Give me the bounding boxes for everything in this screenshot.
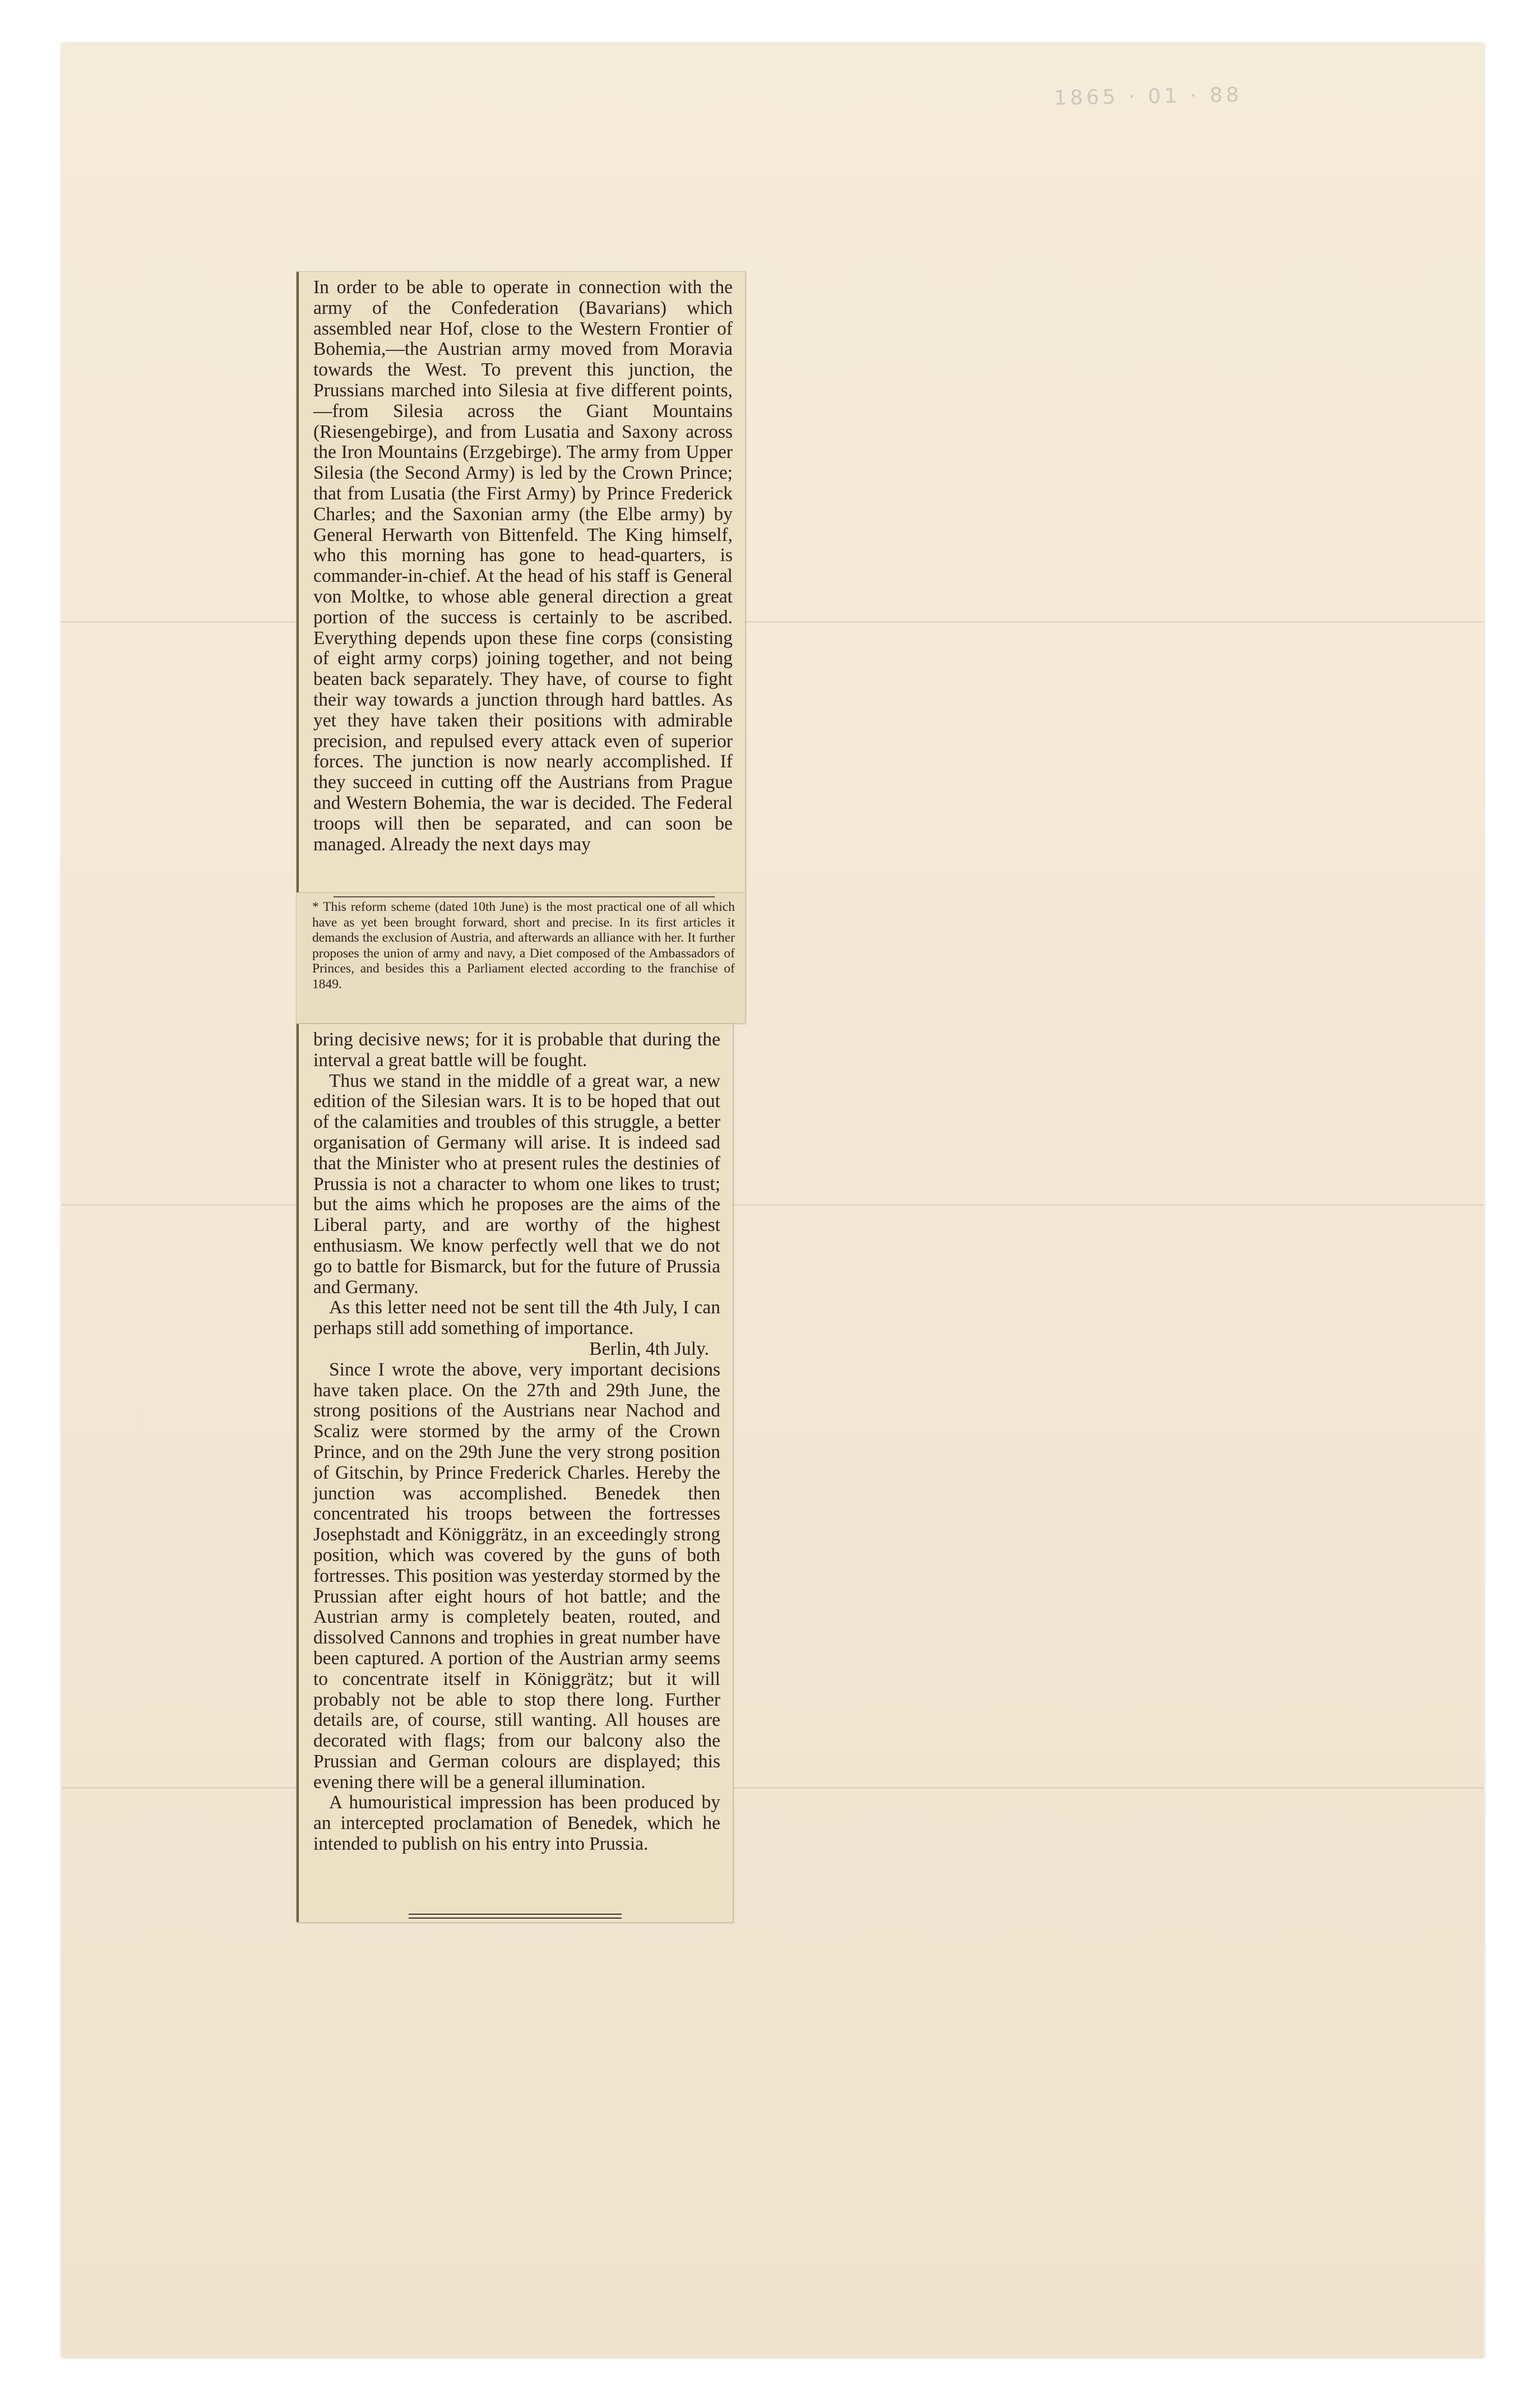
article-text-top <box>313 277 733 855</box>
paper-sheet <box>62 44 1484 2358</box>
article-paragraph: Since I wrote the above, very important decisions have taken place. On the 27th and 29th June, the strong positions of the Austrians near Nachod and Scaliz were stormed by the army of the Crown Prince, and on the 29th June the very strong position of Gitschin, by Prince Frederick Charles. Hereby the junction was accomplished. Benedek then concentrated his troops between the fortresses Josephstadt and Königgrätz, in an exceedingly strong position, which was covered by the guns of both fortresses. This position was yesterday stormed by the Prussian after eight hours of hot battle; and the Austrian army is completely beaten, routed, and dissolved Cannons and trophies in great number have been captured. A portion of the Austrian army seems to concentrate itself in Königgrätz; but it will probably not be able to stop there long. Further details are, of course, still wanting. All houses are decorated with flags; from our balcony also the Prussian and German colours are displayed; this evening there will be a general illumination. <box>313 1359 720 1793</box>
newspaper-clipping-footnote <box>296 892 746 1024</box>
article-paragraph: In order to be able to operate in connection with the army of the Confederation (Bavarians) which assembled near Hof, close to the Western Frontier of Bohemia,—the Austrian army moved from Moravia towards the West. To prevent this junction, the Prussians marched into Silesia at five different points,—from Silesia across the Giant Mountains (Riesengebirge), and from Lusatia and Saxony across the Iron Mountains (Erzgebirge). The army from Upper Silesia (the Second Army) is led by the Crown Prince; that from Lusatia (the First Army) by Prince Frederick Charles; and the Saxonian army (the Elbe army) by General Herwarth von Bittenfeld. The King himself, who this morning has gone to head-quarters, is commander-in-chief. At the head of his staff is General von Moltke, to whose able general direction a great portion of the success is certainly to be ascribed. Everything depends upon these fine corps (consisting of eight army corps) joining together, and not being beaten back separately. They have, of course to fight their way towards a junction through hard battles. As yet they have taken their positions with admirable precision, and repulsed every attack even of superior forces. The junction is now nearly accomplished. If they succeed in cutting off the Austrians from Prague and Western Bohemia, the war is decided. The Federal troops will then be separated, and can soon be managed. Already the next days may <box>313 277 733 855</box>
article-paragraph: Thus we stand in the middle of a great war, a new edition of the Silesian wars. It is to be hoped that out of the calamities and troubles of this struggle, a better organisation of Germany will arise. It is indeed sad that the Minister who at present rules the destinies of Prussia is not a character to whom one likes to trust; but the aims which he proposes are the aims of the Liberal party, and are worthy of the highest enthusiasm. We know perfectly well that we do not go to battle for Bismarck, but for the future of Prussia and Germany. <box>313 1070 720 1298</box>
fold-line <box>62 1204 1484 1206</box>
newspaper-clipping-bottom <box>296 1024 733 1923</box>
footnote-text: * This reform scheme (dated 10th June) is the most practical one of all which have as yet been brought forward, short and precise. In its first articles it demands the exclusion of Austria, and afterwards an alliance with her. It further proposes the union of army and navy, a Diet composed of the Ambassadors of Princes, and besides this a Parliament elected according to the franchise of 1849. <box>312 900 735 992</box>
article-text-bottom <box>313 1030 720 1855</box>
pencil-archive-mark: 1865 · 01 · 88 <box>1053 84 1243 110</box>
dateline: Berlin, 4th July. <box>589 1338 709 1359</box>
end-rule <box>409 1914 622 1919</box>
fold-line <box>62 621 1484 623</box>
column-rule <box>297 272 299 893</box>
article-paragraph: bring decisive news; for it is probable that during the interval a great battle will be fought. <box>313 1029 720 1071</box>
article-paragraph: As this letter need not be sent till the 4th July, I can perhaps still add something of importance. <box>313 1297 720 1339</box>
article-paragraph: A humouristical impression has been produced by an intercepted proclamation of Benedek, which he intended to publish on his entry into Prussia. <box>313 1792 720 1855</box>
fold-line <box>62 1787 1484 1789</box>
column-rule <box>297 1024 299 1922</box>
footnote-rule <box>334 896 715 897</box>
newspaper-clipping-top <box>296 271 746 893</box>
